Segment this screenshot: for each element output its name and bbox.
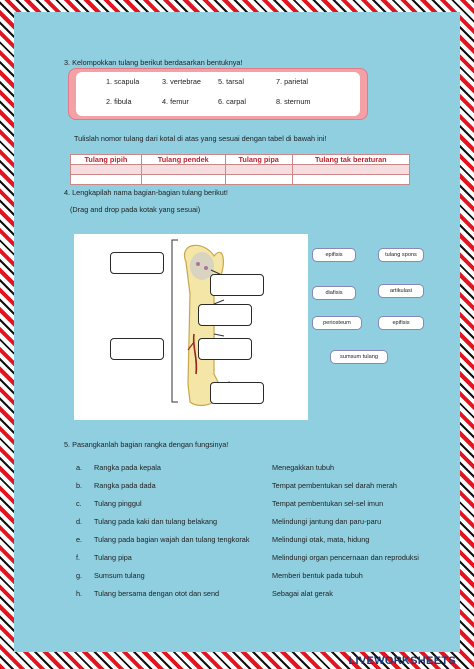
question-4-subtitle: (Drag and drop pada kotak yang sesuai): [70, 205, 201, 214]
answer-cell[interactable]: [292, 175, 409, 185]
question-4-title: 4. Lengkapilah nama bagian-bagian tulang berikut!: [64, 188, 228, 197]
answer-cell[interactable]: [141, 175, 225, 185]
answer-cell[interactable]: [141, 165, 225, 175]
option: 6. carpal: [218, 97, 246, 106]
drag-tag[interactable]: epifisis: [312, 248, 356, 262]
drag-tag[interactable]: tulang spons: [378, 248, 424, 262]
drop-target-1[interactable]: [110, 252, 164, 274]
option: 5. tarsal: [218, 77, 244, 86]
item-right[interactable]: Memberi bentuk pada tubuh: [272, 571, 363, 580]
item-letter: b.: [76, 481, 83, 490]
drop-target-3[interactable]: [210, 274, 264, 296]
drag-tag[interactable]: epifisis: [378, 316, 424, 330]
question-3-instruction: Tulislah nomor tulang dari kotal di atas yang sesuai dengan tabel di bawah ini!: [74, 134, 327, 143]
drop-target-2[interactable]: [110, 338, 164, 360]
answer-cell[interactable]: [71, 165, 142, 175]
item-left[interactable]: Tulang pinggul: [94, 499, 142, 508]
option: 8. sternum: [276, 97, 311, 106]
item-letter: f.: [76, 553, 81, 562]
answer-cell[interactable]: [225, 165, 292, 175]
option: 4. femur: [162, 97, 189, 106]
drag-tag[interactable]: sumsum tulang: [330, 350, 388, 364]
drop-target-6[interactable]: [210, 382, 264, 404]
answer-cell[interactable]: [225, 175, 292, 185]
drop-target-5[interactable]: [198, 338, 252, 360]
item-letter: c.: [76, 499, 82, 508]
classification-table: [70, 154, 410, 185]
item-right[interactable]: Melindungi jantung dan paru-paru: [272, 517, 382, 526]
drag-tag[interactable]: periosteum: [312, 316, 362, 330]
option: 1. scapula: [106, 77, 140, 86]
item-left[interactable]: Sumsum tulang: [94, 571, 145, 580]
worksheet: [14, 12, 460, 652]
item-letter: d.: [76, 517, 83, 526]
option: 2. fibula: [106, 97, 132, 106]
item-right[interactable]: Tempat pembentukan sel darah merah: [272, 481, 397, 490]
table-header: Tulang pendek: [141, 155, 225, 165]
liveworksheets-logo: [349, 655, 457, 667]
option: 3. vertebrae: [162, 77, 201, 86]
item-letter: a.: [76, 463, 83, 472]
item-letter: h.: [76, 589, 83, 598]
item-left[interactable]: Rangka pada kepala: [94, 463, 161, 472]
question-5-title: 5. Pasangkanlah bagian rangka dengan fungsinya!: [64, 440, 229, 449]
table-header: Tulang pipa: [225, 155, 292, 165]
drop-target-4[interactable]: [198, 304, 252, 326]
item-right[interactable]: Menegakkan tubuh: [272, 463, 335, 472]
table-header: Tulang pipih: [71, 155, 142, 165]
item-left[interactable]: Tulang pada bagian wajah dan tulang tengkorak: [94, 535, 250, 544]
answer-cell[interactable]: [71, 175, 142, 185]
item-letter: e.: [76, 535, 83, 544]
table-header: Tulang tak beraturan: [292, 155, 409, 165]
brand-text: LIVEWORKSHEETS: [348, 655, 456, 667]
answer-cell[interactable]: [292, 165, 409, 175]
item-right[interactable]: Sebagai alat gerak: [272, 589, 333, 598]
item-left[interactable]: Rangka pada dada: [94, 481, 156, 490]
item-left[interactable]: Tulang bersama dengan otot dan send: [94, 589, 220, 598]
drag-tag[interactable]: diafisis: [312, 286, 356, 300]
item-letter: g.: [76, 571, 83, 580]
item-right[interactable]: Melindungi organ pencernaan dan reproduksi: [272, 553, 419, 562]
option: 7. parietal: [276, 77, 309, 86]
item-right[interactable]: Melindungi otak, mata, hidung: [272, 535, 370, 544]
question-3-title: 3. Kelompokkan tulang berikut berdasarkan bentuknya!: [64, 58, 243, 67]
item-left[interactable]: Tulang pipa: [94, 553, 132, 562]
drag-tag[interactable]: artikulasi: [378, 284, 424, 298]
item-left[interactable]: Tulang pada kaki dan tulang belakang: [94, 517, 218, 526]
item-right[interactable]: Tempat pembentukan sel-sel imun: [272, 499, 384, 508]
